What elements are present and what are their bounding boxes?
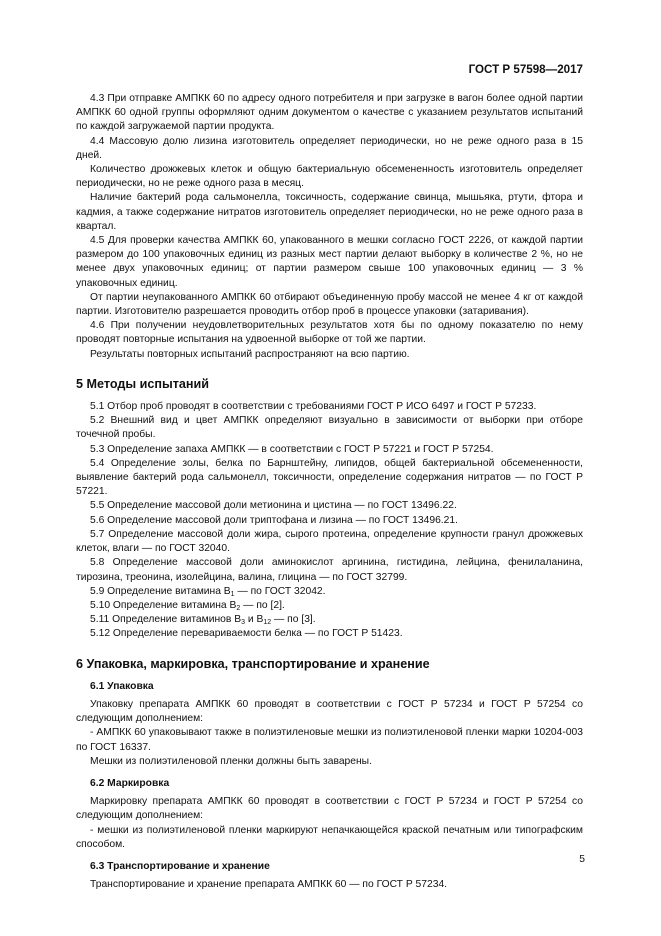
item-5-11-sub-2: 12 (263, 619, 272, 627)
item-5-11-text-a: 5.11 Определение витаминов B (90, 614, 242, 626)
item-5-12: 5.12 Определение перевариваемости белка — по ГОСТ Р 51423. (90, 628, 403, 640)
paragraph-6-1-intro: Упаковку препарата АМПКК 60 проводят в соответствии с ГОСТ Р 57234 и ГОСТ Р 57254 со следующим дополнением: (76, 698, 583, 725)
paragraph-6-2-intro: Маркировку препарата АМПКК 60 проводят в соответствии с ГОСТ Р 57234 и ГОСТ Р 57254 со следующим дополнением: (76, 796, 583, 822)
paragraph-6-1-weld: Мешки из полиэтиленовой пленки должны быть заварены. (90, 755, 372, 767)
paragraph-6-3: Транспортирование и хранение препарата АМПКК 60 — по ГОСТ Р 57234. (90, 879, 448, 891)
paragraph-4-6: 4.6 При получении неудовлетворительных результатов хотя бы по одному показателю по нему проводят повторные испытания на удвоенной выборке от той же партии. (76, 320, 583, 346)
item-5-10 (76, 599, 583, 613)
item-5-10-sub: 2 (236, 604, 241, 612)
document-id-header: ГОСТ Р 57598—2017 (468, 63, 583, 76)
paragraph-6-1-bullet: - АМПКК 60 упаковывают также в полиэтиленовые мешки из полиэтиленовой пленки марки 10204-003 по ГОСТ 16337. (76, 727, 583, 753)
item-5-1: 5.1 Отбор проб проводят в соответствии с требованиями ГОСТ Р ИСО 6497 и ГОСТ Р 57233. (90, 401, 537, 413)
item-5-11-sub-1: 3 (241, 619, 246, 627)
paragraph-4-4: 4.4 Массовую долю лизина изготовитель определяет периодически, но не реже одного раза в 15 дней. (76, 135, 583, 161)
paragraph-salmonella: Наличие бактерий рода сальмонелла, токсичность, содержание свинца, мышьяка, ртути, фтора и кадмия, а также содержание нитратов изготовитель определяет периодически, но не реже одного раза в квартал. (76, 192, 583, 232)
paragraph-unpacked: От партии неупакованного АМПКК 60 отбирают объединенную пробу массой не менее 4 кг от каждой партии. Изготовителю разрешается проводить отбор проб в процессе упаковки (затаривания). (76, 291, 583, 318)
item-5-9-text-b: — по ГОСТ 32042. (234, 585, 326, 597)
item-5-10-text-b: — по [2]. (240, 599, 285, 611)
item-5-11 (76, 613, 583, 627)
item-5-11-text-b: — по [3]. (271, 614, 316, 626)
subsection-6-3-title: 6.3 Транспортирование и хранение (90, 860, 270, 872)
item-5-10-text-a: 5.10 Определение витамина B (90, 599, 237, 611)
section-5-title: 5 Методы испытаний (76, 376, 209, 391)
paragraph-4-5: 4.5 Для проверки качества АМПКК 60, упакованного в мешки согласно ГОСТ 2226, от каждой партии размером до 100 упаковочных единиц из разных мест партии делают выборку в количестве 2 %, но не менее двух упаковочных единиц; от партии размером свыше 100 упаковочных единиц — 3 % упаковочных единиц. (76, 235, 583, 289)
subsection-6-2-title: 6.2 Маркировка (90, 777, 170, 789)
paragraph-6-2-bullet: - мешки из полиэтиленовой пленки маркируют непачкающейся краской печатным или типографским способом. (76, 824, 583, 850)
paragraph-4-3: 4.3 При отправке АМПКК 60 по адресу одного потребителя и при загрузке в вагон более одной партии АМПКК 60 одной группы оформляют одним документом о качестве с указанием результатов испытаний по каждой загружаемой партии продукта. (76, 93, 583, 133)
item-5-2: 5.2 Внешний вид и цвет АМПКК определяют визуально в зависимости от выборки при отборе точечной пробы. (76, 415, 583, 441)
item-5-9-text-a: 5.9 Определение витамина B (90, 585, 231, 597)
item-5-11-text-mid: и B (245, 614, 264, 626)
item-5-9-sub: 1 (230, 590, 235, 598)
page-number: 5 (579, 854, 585, 865)
subsection-6-1-title: 6.1 Упаковка (90, 680, 154, 692)
page-content (76, 92, 583, 892)
item-5-5: 5.5 Определение массовой доли метионина и цистина — по ГОСТ 13496.22. (90, 500, 457, 512)
paragraph-results: Результаты повторных испытаний распространяют на всю партию. (90, 348, 410, 360)
section-6-title: 6 Упаковка, маркировка, транспортирование и хранение (76, 656, 430, 671)
item-5-7: 5.7 Определение массовой доли жира, сырого протеина, определение крупности гранул дрожжевых клеток, влаги — по ГОСТ 32040. (76, 528, 583, 555)
item-5-4: 5.4 Определение золы, белка по Барнштейну, липидов, общей бактериальной обсемененности, выявление бактерий рода сальмонелл, токсичности, определение содержания нитратов — по ГОСТ Р 57221. (76, 457, 583, 498)
item-5-6: 5.6 Определение массовой доли триптофана и лизина — по ГОСТ 13496.21. (90, 514, 458, 526)
paragraph-yeast: Количество дрожжевых клеток и общую бактериальную обсемененность изготовитель определяет периодически, но не реже одного раза в месяц. (76, 164, 583, 190)
item-5-9 (76, 585, 583, 599)
item-5-8: 5.8 Определение массовой доли аминокислот аргинина, гистидина, лейцина, фенилаланина, тирозина, треонина, изолейцина, валина, глицина — по ГОСТ 32799. (76, 557, 583, 583)
item-5-3: 5.3 Определение запаха АМПКК — в соответствии с ГОСТ Р 57221 и ГОСТ Р 57254. (90, 443, 494, 455)
